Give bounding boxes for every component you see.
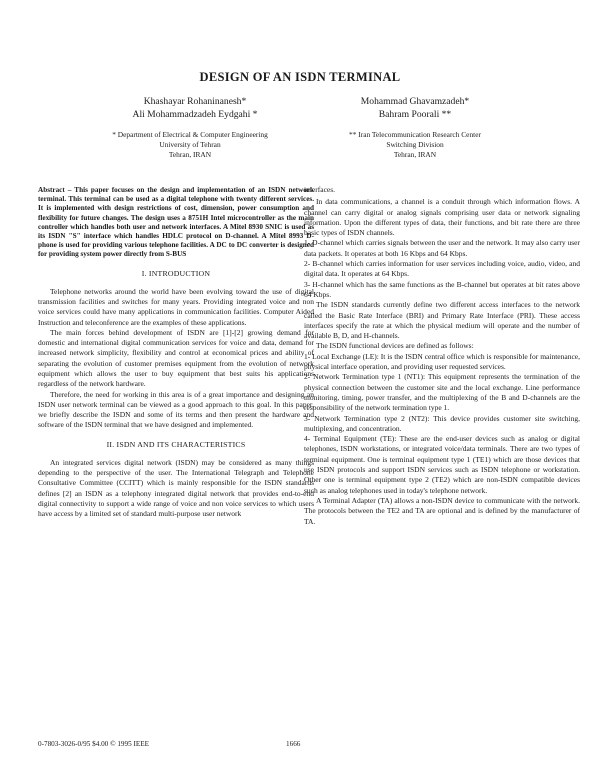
right-column bbox=[304, 185, 580, 527]
author-name: Ali Mohammadzadeh Eydgahi * bbox=[132, 108, 258, 120]
list-item: 4- Terminal Equipment (TE): These are the end-user devices such as analog or digital telephones, ISDN workstations, or integrated voice/data terminals. There are two types of terminal equipment. One is terminal equipment type 1 (TE1) which are those devices that use ISDN protocols and support ISDN services such as ISDN telephone or workstation. Other one is terminal equipment type 2 (TE2) which are non-ISDN compatible devices such as analog telephones used in today's telephone network. bbox=[304, 434, 580, 495]
affiliation-line: Tehran, IRAN bbox=[393, 150, 437, 160]
affiliation-left bbox=[55, 130, 325, 161]
author-name: Khashayar Rohaninanesh* bbox=[143, 96, 247, 107]
body-paragraph: The main forces behind development of ISDN are [1]-[2] growing demand for domestic and international digital communication services for voice and data, demand for increased network simplicity, flexibility and control at economical prices and ability of separating the evolution of customer premises equipment from the evolution of network equipment which allows the user to buy equipment that best suits his applications regardless of the network hardware. bbox=[38, 327, 314, 389]
body-paragraph: Telephone networks around the world have been evolving toward the use of digital transmission facilities and switches for many years. Providing integrated voice and non voice services could have many applications in communication facilities. Computer Aided Instruction and teleconference are the examples of these applications. bbox=[38, 286, 314, 327]
affiliation-line: Tehran, IRAN bbox=[168, 150, 212, 160]
authors-right bbox=[305, 96, 525, 121]
list-item: 2- B-channel which carries information for user services including voice, audio, video, and digital data. It operates at 64 Kbps. bbox=[304, 259, 580, 279]
list-item: 1- D-channel which carries signals between the user and the network. It may also carry user data packets. It operates at both 16 Kbps and 64 Kbps. bbox=[304, 238, 580, 258]
author-name: Mohammad Ghavamzadeh* bbox=[360, 96, 470, 107]
list-item: 2- Network Termination type 1 (NT1): This equipment represents the termination of the physical connection between the customer site and the local exchange. Line performance monitoring, timing, power transfer, and the multiplexing of the B and D-channels are the responsibility of the network termination type 1. bbox=[304, 372, 580, 413]
list-item: 3- Network Termination type 2 (NT2): This device provides customer site switching, multiplexing, and concentration. bbox=[304, 413, 580, 433]
page-number: 1666 bbox=[286, 740, 301, 748]
section-heading-introduction: I. INTRODUCTION bbox=[141, 268, 211, 278]
left-column bbox=[38, 186, 314, 520]
body-paragraph: Therefore, the need for working in this area is of a great importance and designing an ISDN user network terminal can be viewed as a good approach to this goal. In this paper, we briefly describe the ISDN and some of its terms and then present the hardware and software of the ISDN terminal that we have designed and implemented. bbox=[38, 389, 314, 430]
author-name: Bahram Poorali ** bbox=[378, 108, 452, 120]
footer-isbn: 0-7803-3026-0/95 $4.00 © 1995 IEEE bbox=[38, 740, 150, 748]
affiliation-line: * Department of Electrical & Computer Engineering bbox=[112, 130, 268, 139]
affiliation-right bbox=[300, 130, 530, 161]
affiliation-line: University of Tehran bbox=[159, 140, 221, 150]
body-paragraph: The ISDN standards currently define two different access interfaces to the network called the Basic Rate Interface (BRI) and Primary Rate Interface (PRI). These access interfaces specify the rate at which the physical medium will operate and the number of available B, D, and H-channels. bbox=[304, 300, 580, 341]
abstract: Abstract – This paper focuses on the design and implementation of an ISDN network terminal. This terminal can be used as a digital telephone with twenty different services. It is implemented with design restrictions of cost, dimension, power consumption and flexibility for future changes. The design uses a 8751H Intel microcontroller as the main controller which handles both user and network interfaces. A Mitel 8930 SNIC is used as its ISDN "S" interface which handles HDLC protocol on D-channel. A Mitel 8993 D-phone is used for providing various telephone facilities. A DC to DC converter is designed for providing system power directly from S-BUS bbox=[38, 186, 314, 259]
body-paragraph: A Terminal Adapter (TA) allows a non-ISDN device to communicate with the network. The protocols between the TE2 and TA are optional and is defined by the manufacturer of TA. bbox=[304, 495, 580, 526]
authors-left bbox=[95, 96, 295, 121]
body-paragraph: An integrated services digital network (ISDN) may be considered as many things depending to the perspective of the user. The International Telegraph and Telephone Consultative Committee (CCITT) which is mainly responsible for the ISDN standards defines [2] an ISDN as a telephony integrated digital network that provides end-to-end digital connectivity to support a wide range of voice and non voice services to which users have access by a limited set of standard multi-purpose user network bbox=[38, 457, 314, 519]
list-item: 1- Local Exchange (LE): It is the ISDN central office which is responsible for maintenance, physical interface operation, and providing user requested services. bbox=[304, 351, 580, 372]
body-paragraph: interfaces. bbox=[304, 185, 336, 194]
list-item: 3- H-channel which has the same functions as the B-channel but operates at bit rates above 64 Kbps. bbox=[304, 279, 580, 299]
paper-title: DESIGN OF AN ISDN TERMINAL bbox=[199, 70, 401, 84]
section-heading-isdn: II. ISDN AND ITS CHARACTERISTICS bbox=[106, 439, 246, 449]
affiliation-line: Switching Division bbox=[386, 140, 444, 150]
body-paragraph: In data communications, a channel is a conduit through which information flows. A channel can carry digital or analog signals comprising user data or network signaling information. Upon the different types of data, their functions, and bit rate there are three basic types of ISDN channels. bbox=[304, 197, 580, 238]
body-paragraph: The ISDN functional devices are defined as follows: bbox=[316, 341, 474, 351]
affiliation-line: ** Iran Telecommunication Research Center bbox=[349, 130, 481, 139]
